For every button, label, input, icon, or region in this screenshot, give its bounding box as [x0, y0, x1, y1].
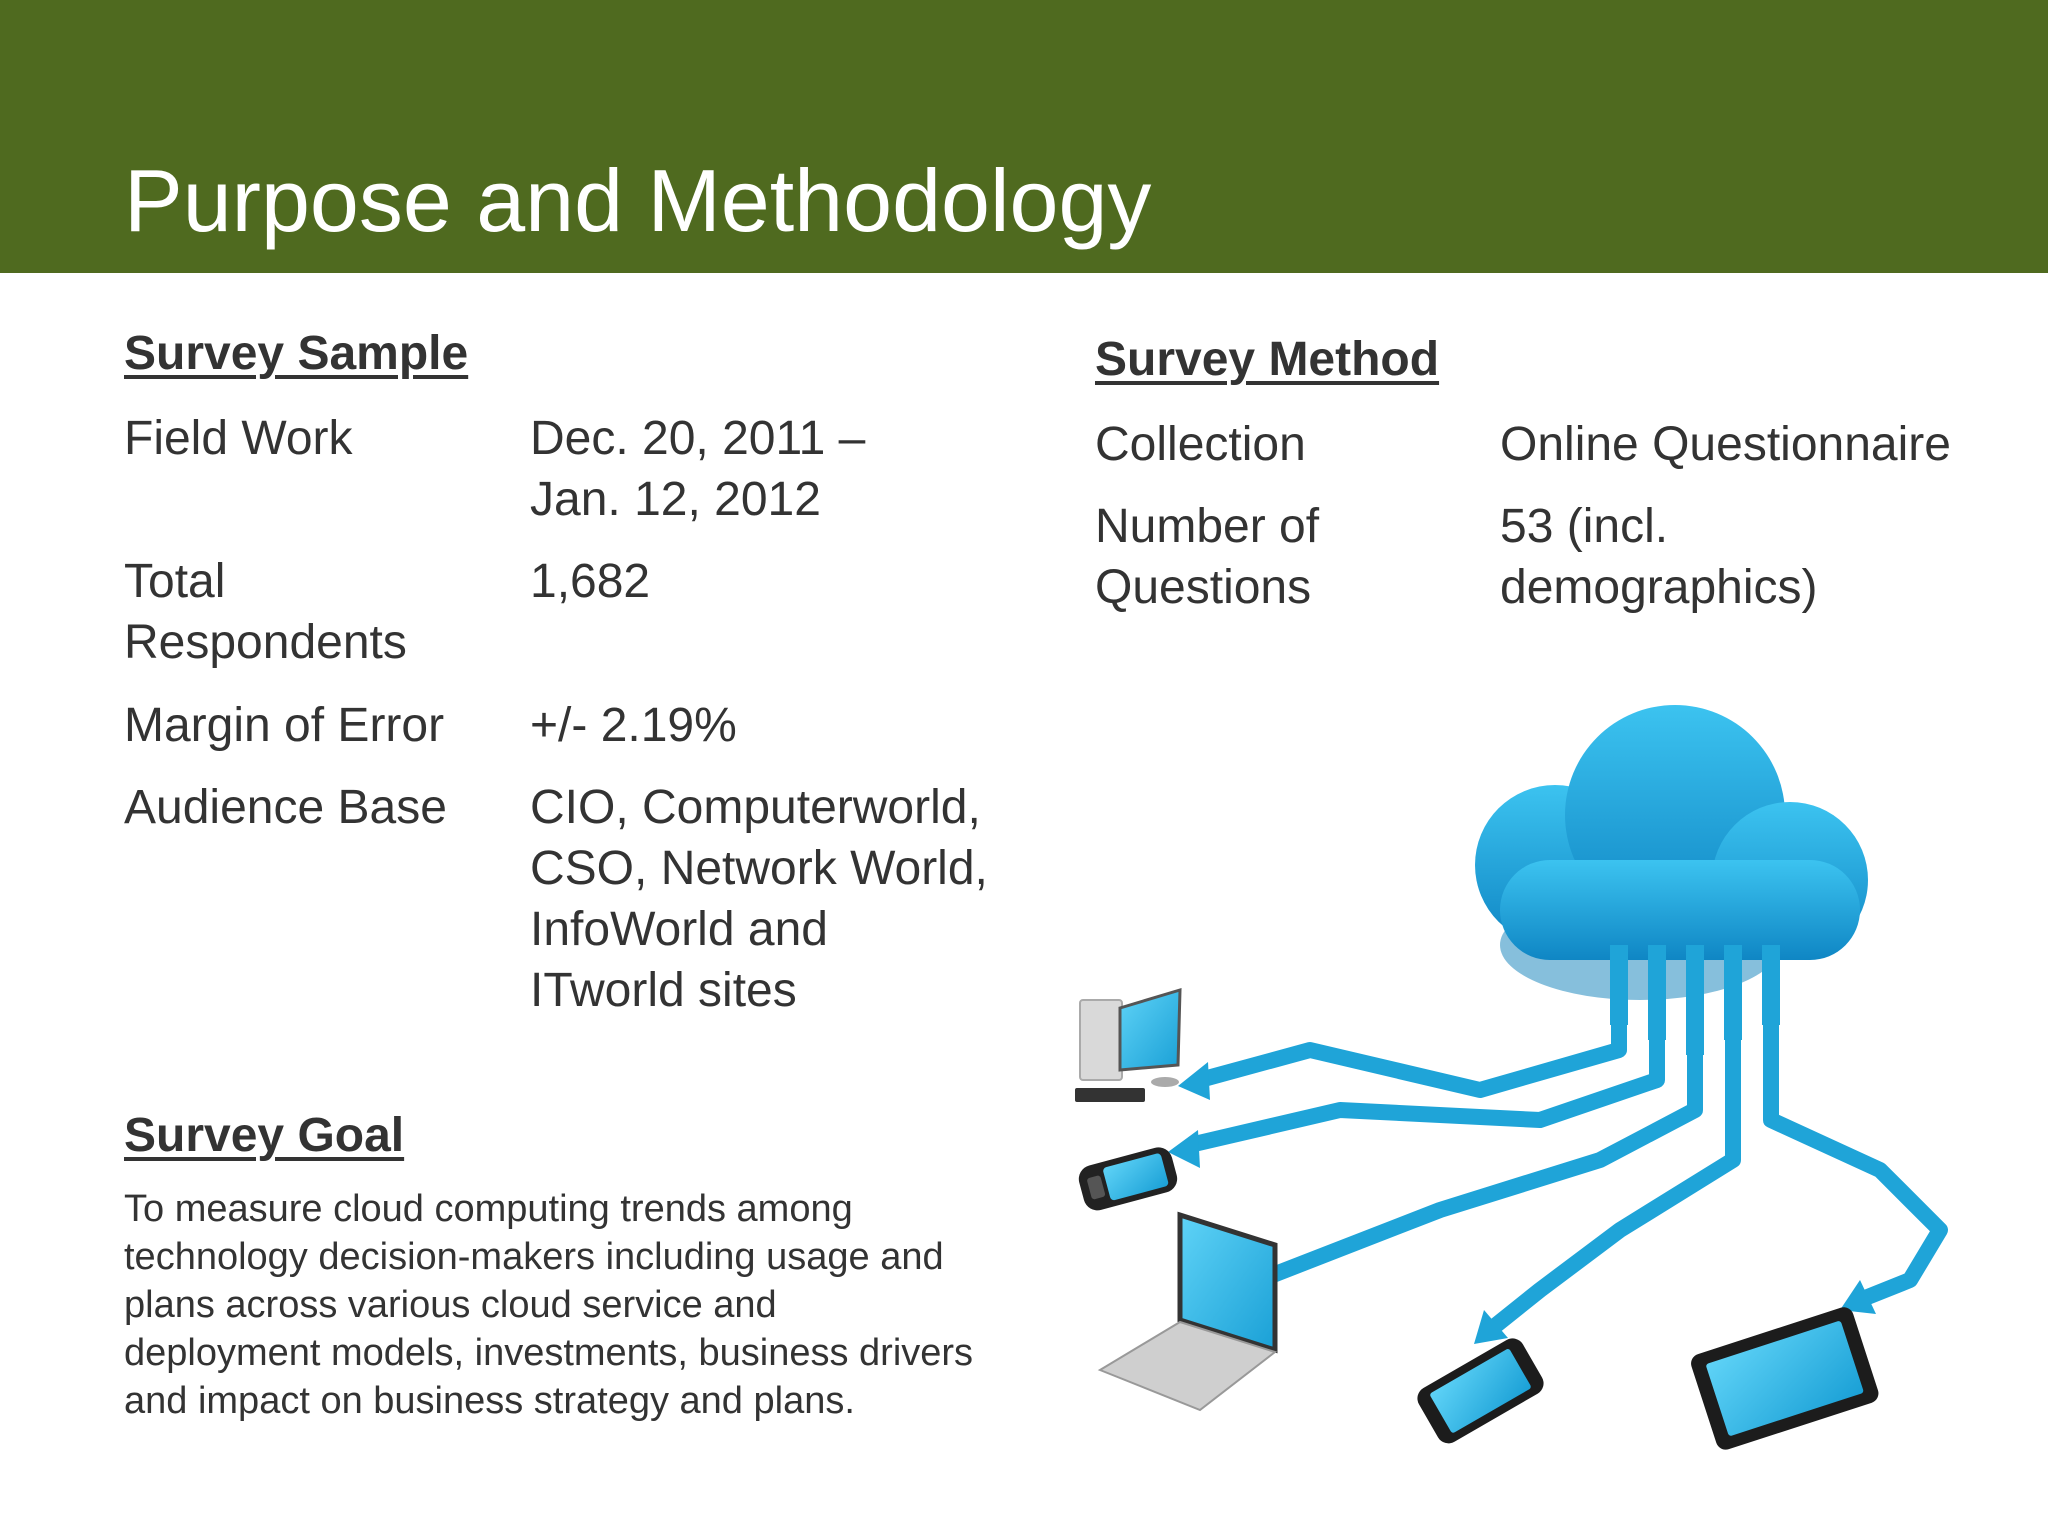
number-of-questions-value-line: demographics): [1500, 561, 1818, 614]
connection-arrows: [1190, 1020, 1940, 1330]
desktop-computer-icon: [1075, 990, 1180, 1102]
number-of-questions-label-line: Questions: [1095, 561, 1312, 614]
total-respondents-label-line: Respondents: [124, 616, 407, 669]
number-of-questions-value: [1500, 496, 1817, 618]
margin-of-error-label: [124, 695, 444, 756]
audience-base-value-line: ITworld sites: [530, 964, 797, 1017]
audience-base-value: [530, 777, 988, 1021]
field-work-label: [124, 408, 353, 469]
collection-value-line: Online Questionnaire: [1500, 418, 1951, 471]
tablet-icon: [1688, 1305, 1881, 1453]
audience-base-value-line: CSO, Network World,: [530, 842, 988, 895]
survey-goal-line: and impact on business strategy and plans.: [124, 1380, 855, 1422]
audience-base-value-line: InfoWorld and: [530, 903, 828, 956]
field-work-label-line: Field Work: [124, 412, 353, 465]
survey-goal-line: technology decision-makers including usage and: [124, 1236, 944, 1278]
collection-label: [1095, 414, 1306, 475]
collection-value: [1500, 414, 1951, 475]
margin-of-error-value: [530, 695, 737, 756]
total-respondents-value: [530, 551, 650, 612]
number-of-questions-label-line: Number of: [1095, 500, 1320, 553]
number-of-questions-value-line: 53 (incl.: [1500, 500, 1669, 553]
total-respondents-value-line: 1,682: [530, 555, 651, 608]
total-respondents-label: [124, 551, 407, 673]
survey-sample-heading: Survey Sample: [124, 327, 469, 380]
total-respondents-label-line: Total: [124, 555, 226, 608]
number-of-questions-label: [1095, 496, 1319, 618]
survey-goal-line: To measure cloud computing trends among: [124, 1188, 853, 1230]
survey-goal-line: plans across various cloud service and: [124, 1284, 777, 1326]
smartphone-icon: [1413, 1334, 1548, 1448]
audience-base-value-line: CIO, Computerworld,: [530, 781, 981, 834]
survey-goal-text: [124, 1185, 1024, 1425]
cloud-shape: [1475, 705, 1868, 1000]
field-work-value: [530, 408, 865, 530]
audience-base-label: [124, 777, 447, 838]
margin-of-error-value-line: +/- 2.19%: [530, 699, 737, 752]
field-work-value-line: Jan. 12, 2012: [530, 473, 821, 526]
collection-label-line: Collection: [1095, 418, 1306, 471]
cloud-network-icon: [1060, 690, 1980, 1470]
survey-goal-line: deployment models, investments, business drivers: [124, 1332, 974, 1374]
survey-method-heading: Survey Method: [1095, 333, 1440, 386]
margin-of-error-label-line: Margin of Error: [124, 699, 445, 752]
mobile-phone-icon: [1076, 1144, 1181, 1213]
survey-goal-heading: Survey Goal: [124, 1109, 405, 1162]
title-bar: [0, 0, 2048, 273]
field-work-value-line: Dec. 20, 2011 –: [530, 412, 866, 465]
slide-title: Purpose and Methodology: [124, 151, 1152, 250]
laptop-icon: [1100, 1215, 1275, 1410]
audience-base-label-line: Audience Base: [124, 781, 447, 834]
